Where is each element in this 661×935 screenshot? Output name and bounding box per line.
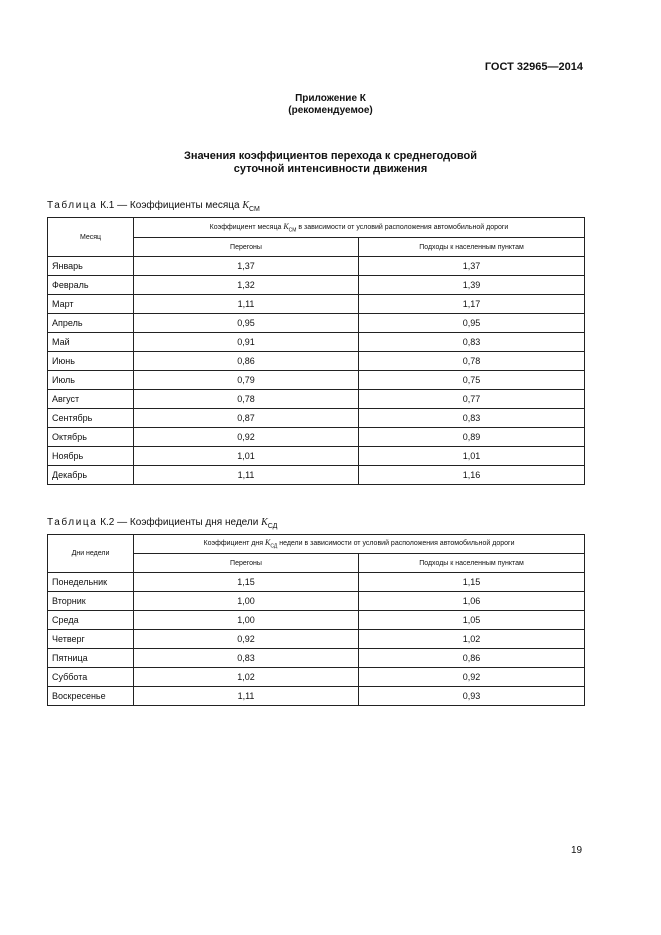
table-1-group-header-symbol: K [283,221,289,231]
table-row [48,314,585,333]
value-b: 0,86 [359,649,585,668]
value-a: 1,37 [134,257,359,276]
row-label: Февраль [48,276,134,295]
table-row [48,668,585,687]
table-row [48,276,585,295]
value-b: 0,77 [359,390,585,409]
table-1-caption-number: К.1 [100,200,115,211]
row-label: Понедельник [48,573,134,592]
section-title-line-2: суточной интенсивности движения [233,163,428,175]
table-2-group-header-subscript: СД [270,543,278,550]
table-1-caption-symbol: K [242,200,249,211]
value-b: 1,06 [359,592,585,611]
value-a: 0,83 [134,649,359,668]
table-2-caption [47,517,277,530]
row-label: Май [48,333,134,352]
row-label: Декабрь [48,466,134,485]
table-row [48,257,585,276]
value-b: 1,15 [359,573,585,592]
value-b: 1,39 [359,276,585,295]
section-title-line-1: Значения коэффициентов перехода к среднегодовой [184,150,477,162]
row-label: Воскресенье [48,687,134,706]
row-label: Суббота [48,668,134,687]
table-2-caption-number: К.2 [100,517,115,528]
row-label: Сентябрь [48,409,134,428]
table-1-caption-text: — Коэффициенты месяца [114,200,243,211]
value-a: 1,11 [134,687,359,706]
value-b: 1,02 [359,630,585,649]
table-1 [47,217,585,485]
value-a: 1,11 [134,466,359,485]
value-a: 1,00 [134,611,359,630]
table-1-row-header: Месяц [48,218,134,257]
table-row [48,573,585,592]
appendix-heading [0,93,661,117]
appendix-title: Приложение К [295,93,366,104]
row-label: Март [48,295,134,314]
table-row [48,295,585,314]
table-2-row-header: Дни недели [48,535,134,573]
value-a: 1,15 [134,573,359,592]
value-a: 0,79 [134,371,359,390]
value-b: 1,37 [359,257,585,276]
table-2-group-header [134,535,585,554]
table-row [48,352,585,371]
value-b: 1,01 [359,447,585,466]
value-b: 0,83 [359,409,585,428]
row-label: Пятница [48,649,134,668]
value-a: 1,11 [134,295,359,314]
row-label: Июнь [48,352,134,371]
row-label: Четверг [48,630,134,649]
table-2-col-header-a: Перегоны [134,554,359,573]
table-1-group-header-text: Коэффициент месяца [209,223,284,231]
table-1-caption-prefix: Таблица [47,200,98,211]
page-number: 19 [571,845,583,856]
table-row [48,428,585,447]
table-2-group-header-symbol: K [265,538,271,548]
value-a: 0,92 [134,428,359,447]
row-label: Август [48,390,134,409]
document-standard-number: ГОСТ 32965—2014 [484,61,583,73]
table-1-group-header [134,218,585,238]
value-a: 1,01 [134,447,359,466]
value-b: 0,95 [359,314,585,333]
table-2-group-header-text: Коэффициент дня [203,540,266,548]
value-a: 0,78 [134,390,359,409]
value-b: 0,92 [359,668,585,687]
table-2-col-header-b: Подходы к населенным пунктам [359,554,585,573]
row-label: Июль [48,371,134,390]
value-b: 1,16 [359,466,585,485]
table-row [48,466,585,485]
row-label: Январь [48,257,134,276]
table-row [48,592,585,611]
table-2-group-header-text-end: недели в зависимости от условий расположения автомобильной дороги [277,540,515,548]
value-a: 1,32 [134,276,359,295]
table-row [48,687,585,706]
table-2-caption-symbol: K [261,517,268,528]
value-b: 0,83 [359,333,585,352]
table-row [48,371,585,390]
table-2-caption-subscript: СД [267,523,278,530]
table-1-col-header-b: Подходы к населенным пунктам [359,238,585,257]
row-label: Среда [48,611,134,630]
table-1-group-header-text-end: в зависимости от условий расположения автомобильной дороги [296,223,509,231]
row-label: Апрель [48,314,134,333]
value-b: 0,78 [359,352,585,371]
value-b: 0,93 [359,687,585,706]
row-label: Вторник [48,592,134,611]
value-b: 1,05 [359,611,585,630]
value-b: 0,89 [359,428,585,447]
row-label: Ноябрь [48,447,134,466]
table-row [48,630,585,649]
section-title [0,150,661,176]
row-label: Октябрь [48,428,134,447]
table-row [48,649,585,668]
table-2-caption-prefix: Таблица [47,517,98,528]
value-a: 1,02 [134,668,359,687]
value-a: 0,91 [134,333,359,352]
table-row [48,333,585,352]
value-b: 0,75 [359,371,585,390]
table-1-col-header-a: Перегоны [134,238,359,257]
table-1-caption [47,200,260,213]
value-a: 0,95 [134,314,359,333]
appendix-subtitle: (рекомендуемое) [288,105,373,116]
table-row [48,447,585,466]
value-a: 0,92 [134,630,359,649]
value-a: 1,00 [134,592,359,611]
table-1-caption-subscript: СМ [249,206,260,213]
table-row [48,390,585,409]
value-a: 0,86 [134,352,359,371]
table-1-group-header-subscript: СМ [288,227,297,234]
table-2 [47,534,585,706]
table-2-caption-text: — Коэффициенты дня недели [114,517,262,528]
value-a: 0,87 [134,409,359,428]
table-row [48,409,585,428]
table-row [48,611,585,630]
value-b: 1,17 [359,295,585,314]
